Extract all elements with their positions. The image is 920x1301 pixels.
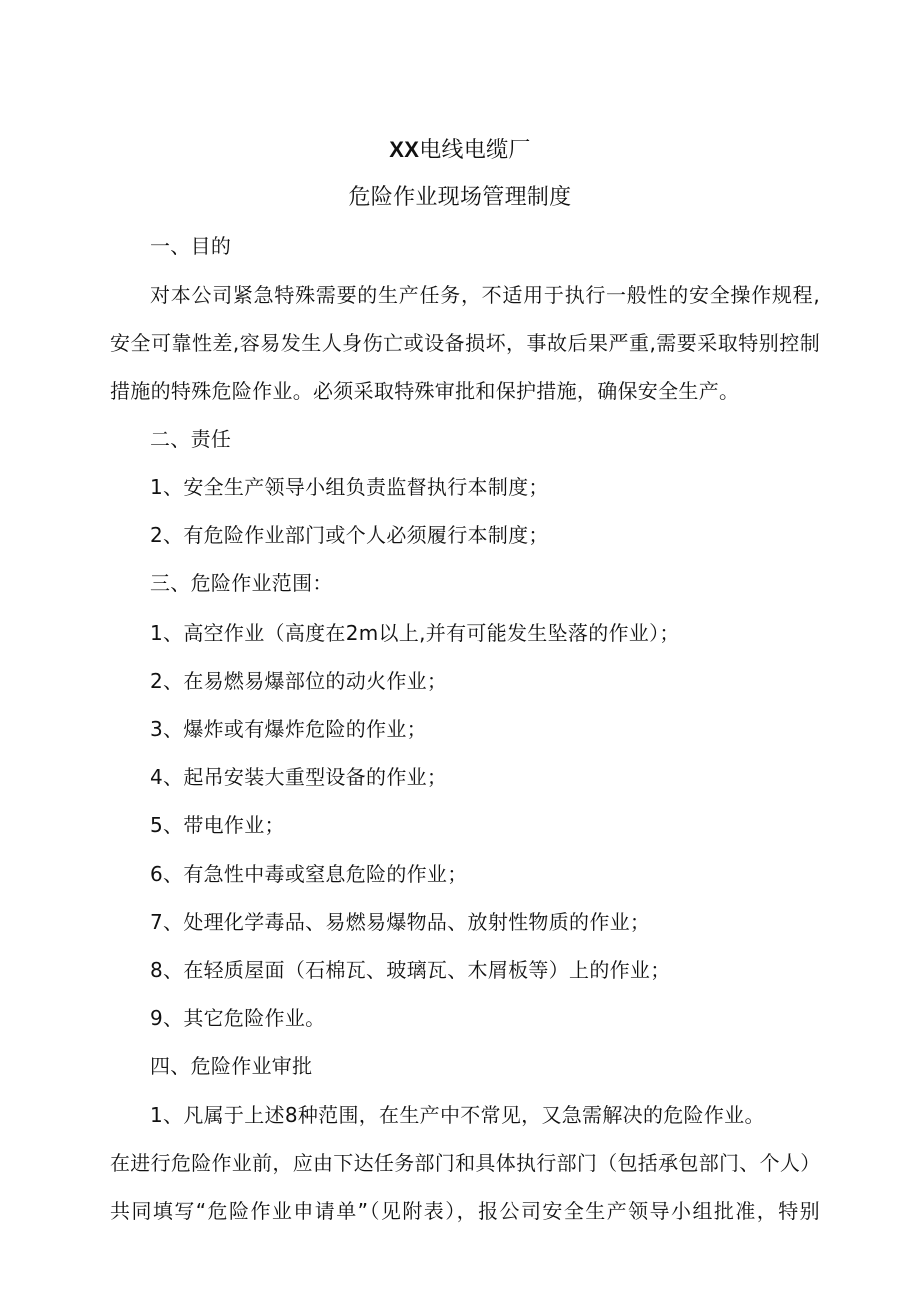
section-3-item-2: 2、在易燃易爆部位的动火作业； xyxy=(150,669,448,693)
title-prefix: XX xyxy=(389,137,420,162)
section-3-item-5: 5、带电作业； xyxy=(150,813,285,837)
section-4-paragraph-line-1: 1、凡属于上述8种范围，在生产中不常见，又急需解决的危险作业。 xyxy=(150,1103,765,1127)
section-1-paragraph-line-1: 对本公司紧急特殊需要的生产任务，不适用于执行一般性的安全操作规程, xyxy=(150,283,820,307)
section-2-heading: 二、责任 xyxy=(150,427,232,451)
section-2-item-2: 2、有危险作业部门或个人必须履行本制度； xyxy=(150,523,549,547)
section-3-item-1: 1、高空作业（高度在2m以上,并有可能发生坠落的作业）； xyxy=(150,621,680,645)
section-3-item-4: 4、起吊安装大重型设备的作业； xyxy=(150,765,448,789)
section-3-item-6: 6、有急性中毒或窒息危险的作业； xyxy=(150,862,468,886)
section-1-paragraph-line-3: 措施的特殊危险作业。必须采取特殊审批和保护措施，确保安全生产。 xyxy=(110,379,740,403)
document-title xyxy=(0,137,920,164)
section-3-item-3: 3、爆炸或有爆炸危险的作业； xyxy=(150,717,427,741)
section-3-heading: 三、危险作业范围： xyxy=(150,571,333,595)
section-1-heading: 一、目的 xyxy=(150,234,232,258)
section-4-heading: 四、危险作业审批 xyxy=(150,1054,313,1078)
section-2-item-1: 1、安全生产领导小组负责监督执行本制度； xyxy=(150,475,549,499)
section-3-item-7: 7、处理化学毒品、易燃易爆物品、放射性物质的作业； xyxy=(150,910,651,934)
section-3-item-8: 8、在轻质屋面（石棉瓦、玻璃瓦、木屑板等）上的作业； xyxy=(150,958,671,982)
section-1-paragraph-line-2: 安全可靠性差,容易发生人身伤亡或设备损坏，事故后果严重,需要采取特别控制 xyxy=(110,331,820,355)
section-4-paragraph-line-3: 共同填写“危险作业申请单”（见附表），报公司安全生产领导小组批准，特别 xyxy=(110,1199,820,1223)
title-rest: 电线电缆厂 xyxy=(419,138,531,163)
section-4-paragraph-line-2: 在进行危险作业前，应由下达任务部门和具体执行部门（包括承包部门、个人） xyxy=(110,1151,821,1175)
section-3-item-9: 9、其它危险作业。 xyxy=(150,1006,326,1030)
document-subtitle: 危险作业现场管理制度 xyxy=(348,185,572,210)
